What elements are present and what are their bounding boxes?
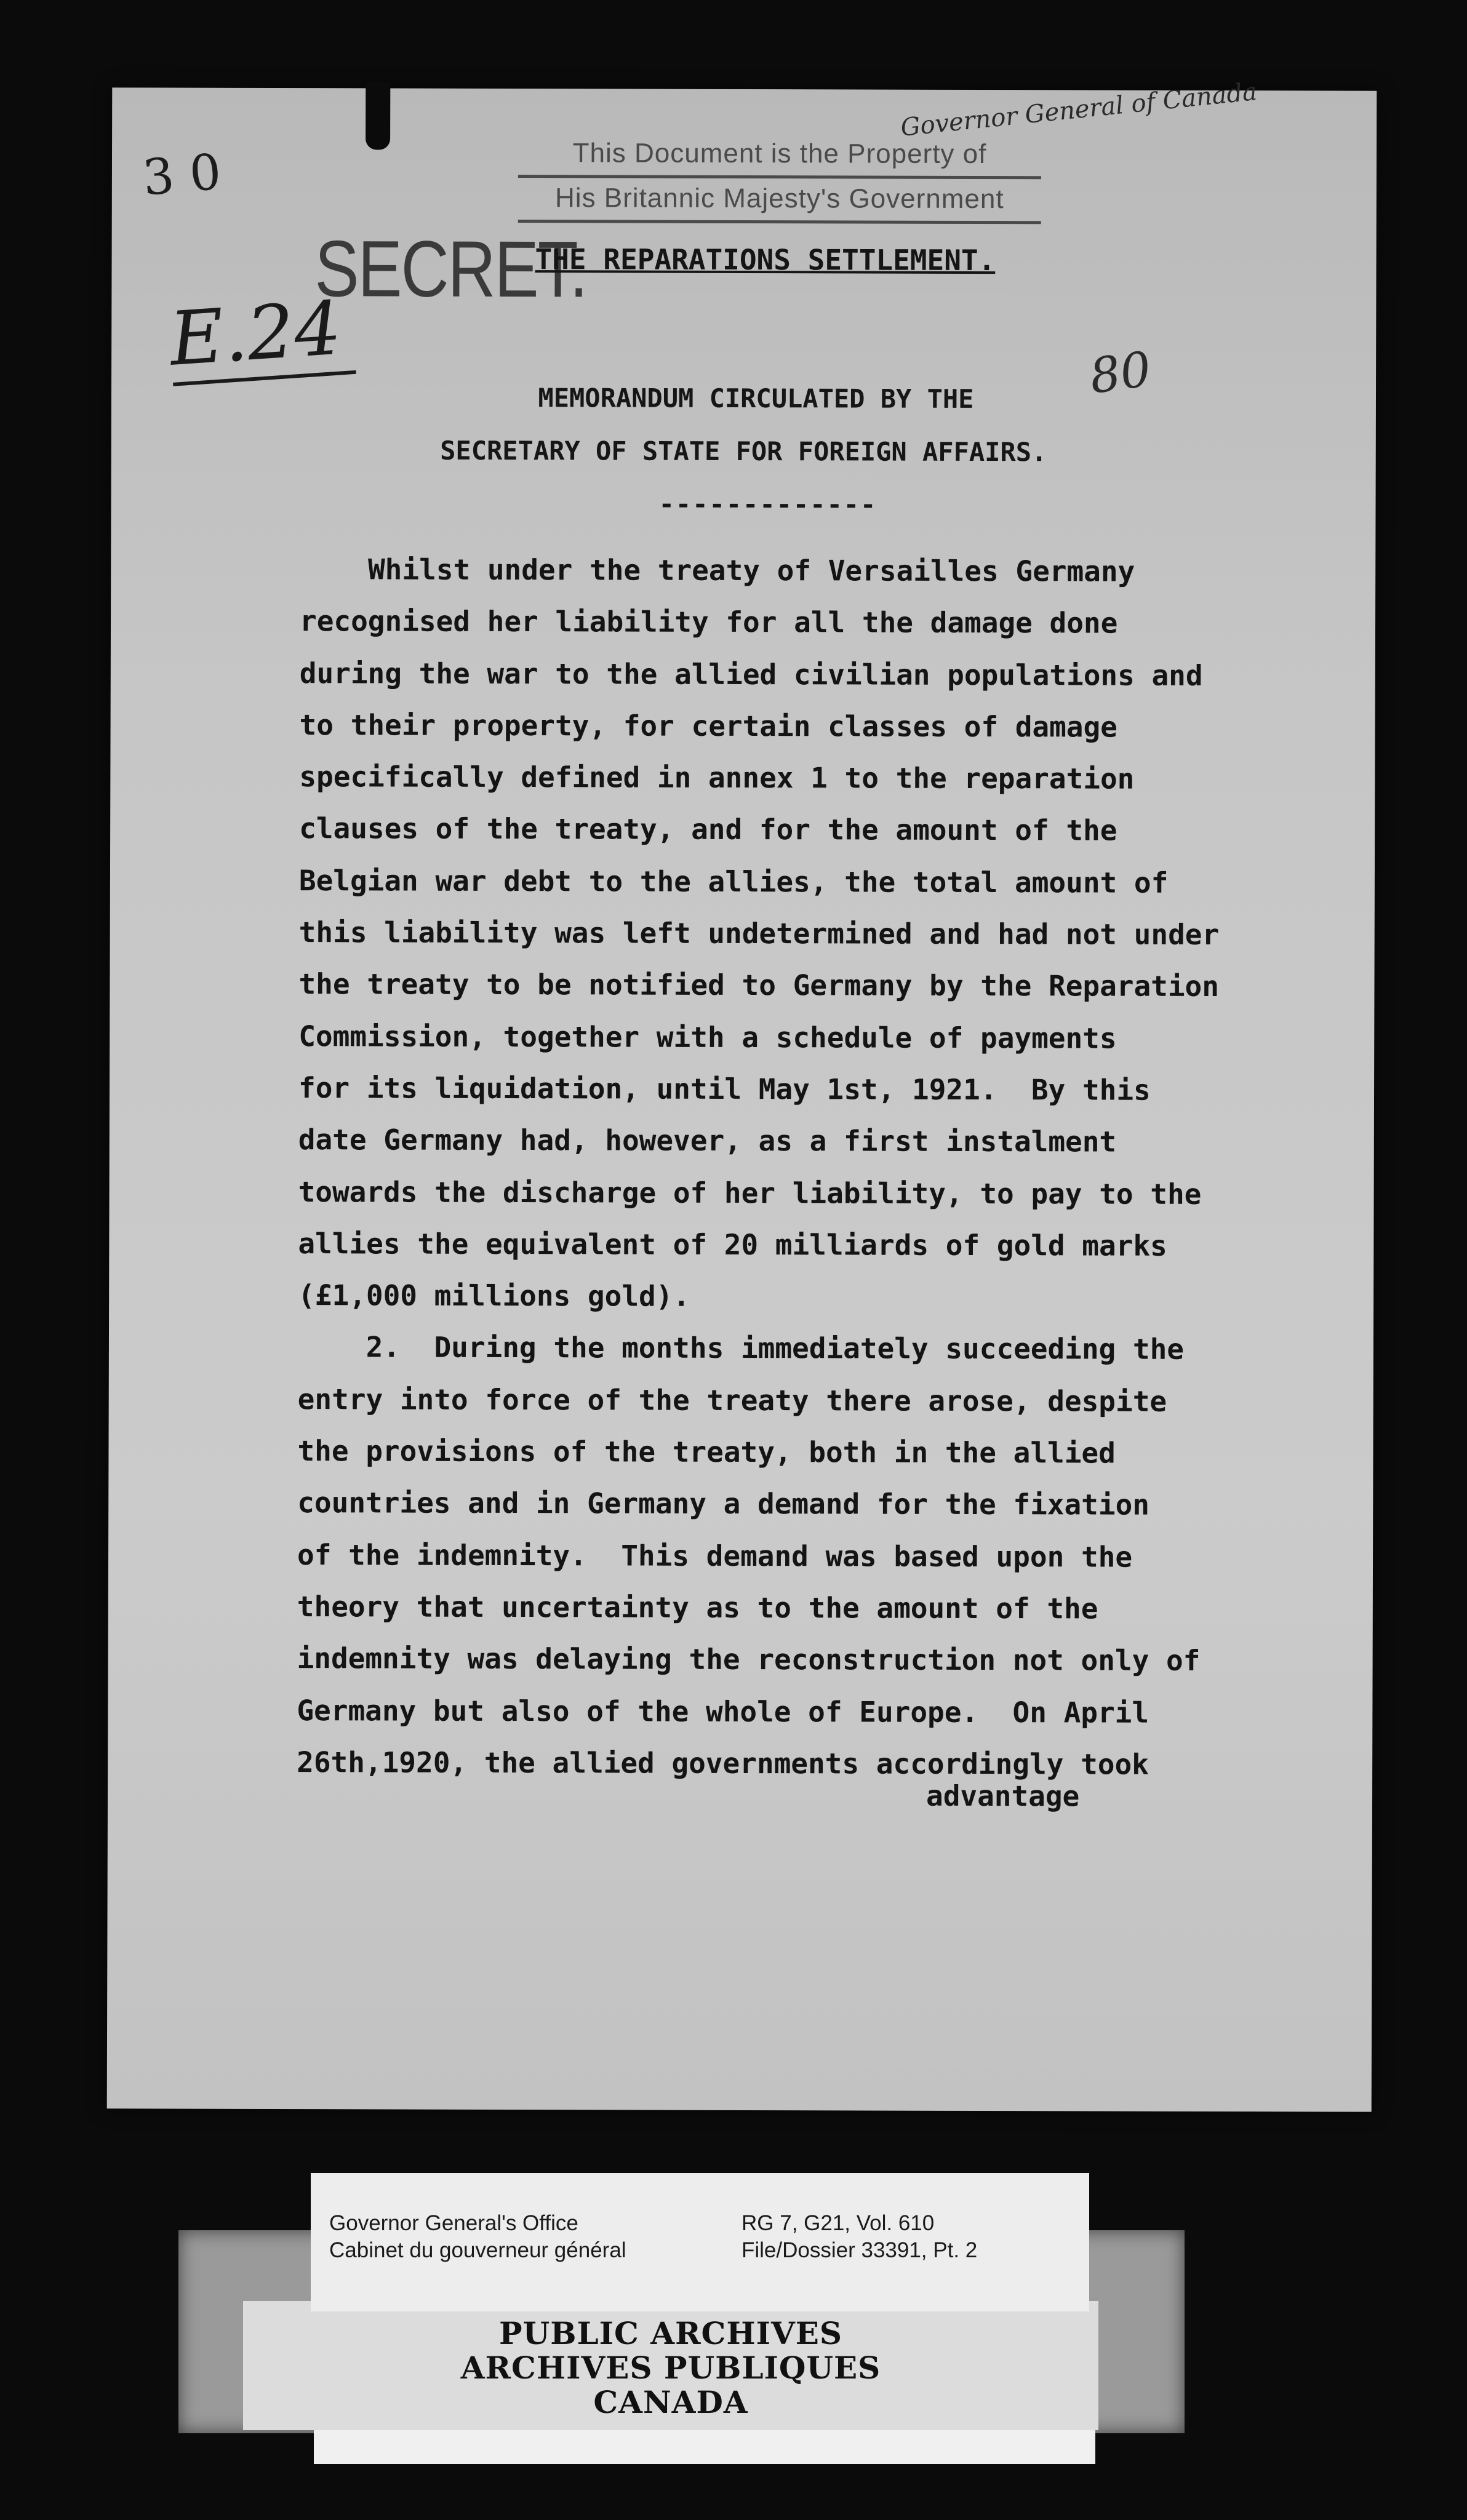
body-line: theory that uncertainty as to the amount of the (297, 1590, 1098, 1625)
label-file: File/Dossier 33391, Pt. 2 (741, 2238, 978, 2262)
handwritten-top-note: Governor General of Canada (899, 77, 1258, 142)
archive-reference-label (311, 2173, 1089, 2311)
public-archives-stamp (243, 2316, 1098, 2420)
handwritten-file-code: E.24 (167, 285, 356, 386)
body-line: clauses of the treaty, and for the amount of the (299, 811, 1117, 848)
body-line: during the war to the allied civilian populations and (299, 656, 1203, 692)
body-line: 26th,1920, the allied governments accordingly took (297, 1745, 1149, 1781)
body-line: entry into force of the treaty there arose, despite (297, 1382, 1167, 1418)
secret-stamp: SECRET. (314, 223, 587, 314)
memo-title-line-1: MEMORANDUM CIRCULATED BY THE (538, 383, 974, 414)
body-line: the provisions of the treaty, both in the allied (297, 1434, 1116, 1470)
body-line: countries and in Germany a demand for the fixation (297, 1486, 1150, 1522)
body-line: the treaty to be notified to Germany by the Reparation (298, 967, 1220, 1003)
memo-body (297, 543, 1253, 1790)
body-line: recognised her liability for all the damage done (299, 604, 1118, 640)
body-line: Belgian war debt to the allies, the total amount of (298, 863, 1169, 899)
archives-line-2: ARCHIVES PUBLIQUES (460, 2350, 881, 2386)
label-office-en: Governor General's Office (329, 2211, 578, 2235)
label-reference-column (741, 2210, 977, 2264)
paper-notch (366, 82, 390, 150)
body-line: date Germany had, however, as a first instalment (298, 1123, 1117, 1158)
archives-line-1: PUBLIC ARCHIVES (499, 2315, 842, 2351)
stamp-line-1: This Document is the Property of (518, 133, 1041, 179)
body-line: indemnity was delaying the reconstruction not only of (297, 1641, 1201, 1678)
document-heading: THE REPARATIONS SETTLEMENT. (535, 242, 996, 277)
body-line: towards the discharge of her liability, to pay to the (298, 1174, 1202, 1211)
body-line: Whilst under the treaty of Versailles Germany (300, 552, 1135, 588)
body-line: Commission, together with a schedule of payments (298, 1019, 1117, 1055)
label-office-column (329, 2210, 626, 2264)
archive-bottom-strip (314, 2430, 1095, 2464)
memo-title-line-2: SECRETARY OF STATE FOR FOREIGN AFFAIRS. (440, 435, 1047, 468)
continuation-word: advantage (925, 1779, 1080, 1813)
handwritten-page-number: 80 (1086, 341, 1155, 405)
body-line: specifically defined in annex 1 to the reparation (299, 760, 1135, 795)
body-line: Germany but also of the whole of Europe. On April (297, 1693, 1149, 1729)
body-line: this liability was left undetermined and had not under (298, 915, 1220, 952)
label-office-fr: Cabinet du gouverneur général (329, 2238, 626, 2262)
label-ref: RG 7, G21, Vol. 610 (741, 2211, 935, 2235)
stamp-line-2: His Britannic Majesty's Government (518, 178, 1041, 224)
property-stamp (518, 133, 1041, 224)
document-page (107, 77, 1377, 2111)
body-line: of the indemnity. This demand was based upon the (297, 1537, 1133, 1574)
archives-line-3: CANADA (593, 2384, 748, 2420)
body-line: (£1,000 millions gold). (298, 1278, 690, 1313)
body-line: for its liquidation, until May 1st, 1921. By this (298, 1071, 1151, 1107)
memo-title (111, 370, 1376, 532)
handwritten-corner-mark: 3 0 (140, 143, 223, 207)
body-line: 2. During the months immediately succeeding the (297, 1330, 1185, 1366)
body-line: allies the equivalent of 20 milliards of gold marks (298, 1226, 1167, 1262)
body-line: to their property, for certain classes of damage (299, 708, 1117, 744)
memo-title-rule: ------------- (658, 488, 877, 520)
